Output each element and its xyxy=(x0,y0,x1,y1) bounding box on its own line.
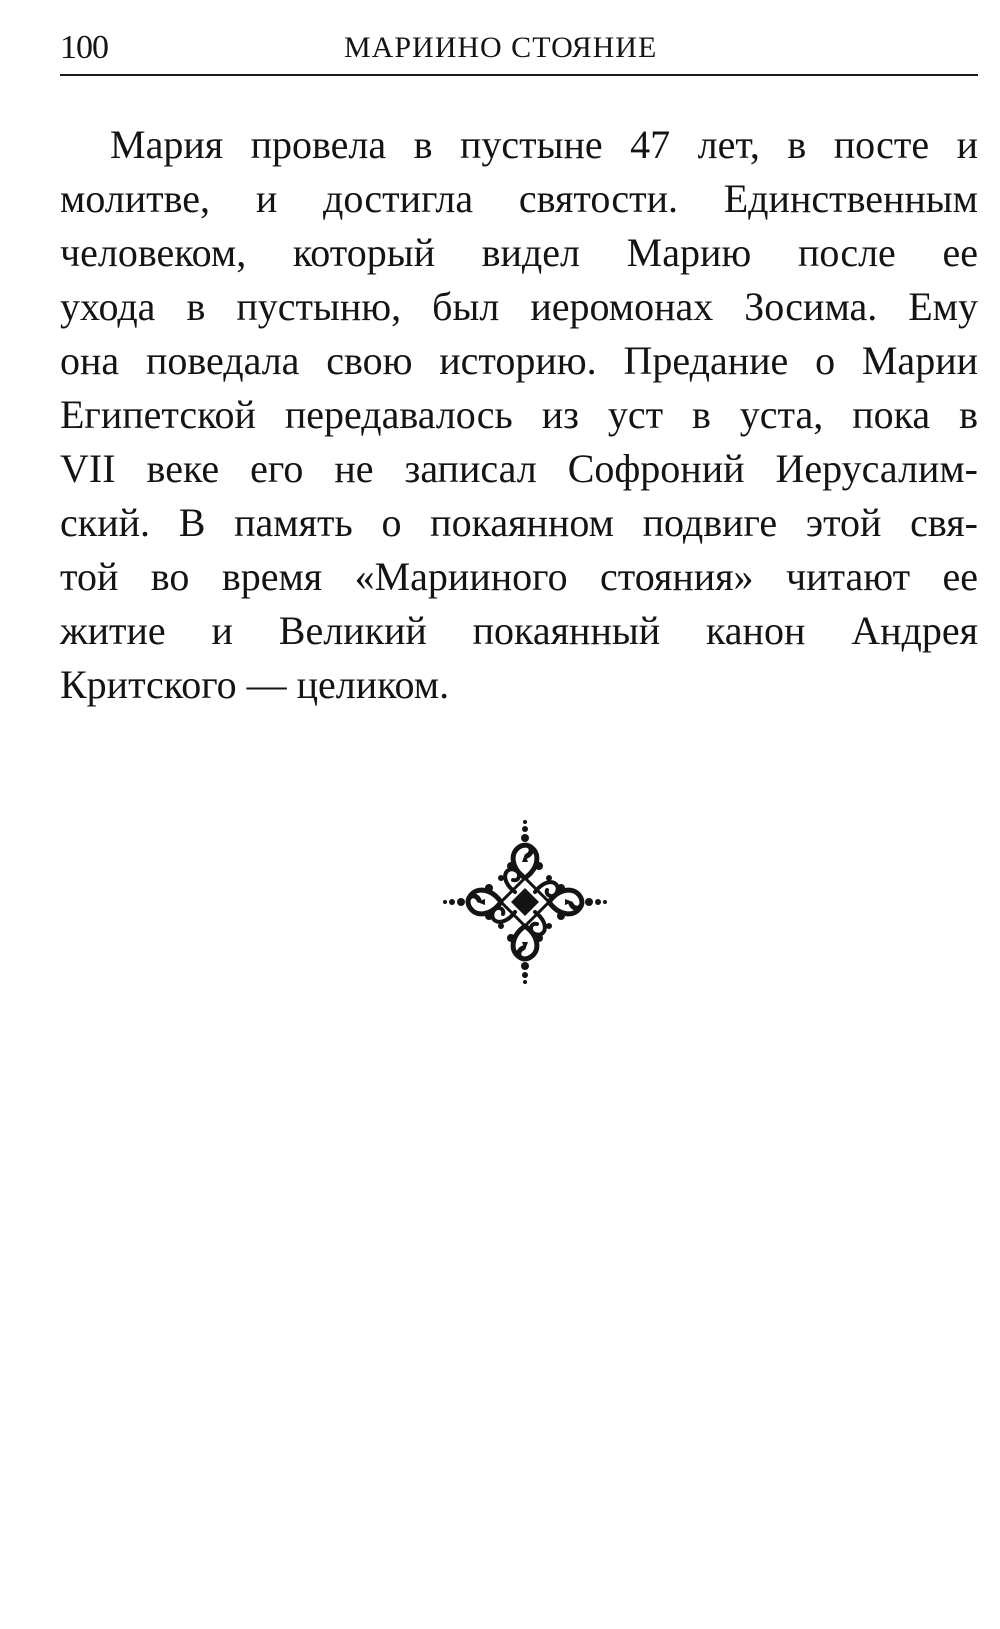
paragraph-line: ский. В память о покаянном подвиге этой свя- xyxy=(60,500,978,545)
paragraph-line: она поведала свою историю. Предание о Марии xyxy=(60,338,978,383)
paragraph-line: молитве, и достигла святости. Единственным xyxy=(60,176,978,221)
running-head xyxy=(60,22,978,74)
paragraph-line: той во время «Марииного стояния» читают ее xyxy=(60,554,978,599)
paragraph-line: Критского — целиком. xyxy=(60,662,450,707)
paragraph-line: Мария провела в пустыне 47 лет, в посте и xyxy=(110,122,978,167)
page-number: 100 xyxy=(60,29,108,66)
paragraph-line: житие и Великий покаянный канон Андрея xyxy=(60,608,978,653)
paragraph-line: ухода в пустыню, был иеромонах Зосима. Ему xyxy=(60,284,978,329)
paragraph-line: VII веке его не записал Софроний Иерусалим- xyxy=(60,446,978,491)
fleuron-ornament-icon xyxy=(440,818,610,986)
body-paragraph xyxy=(60,118,978,712)
paragraph-line: Египетской передавалось из уст в уста, пока в xyxy=(60,392,978,437)
header-rule xyxy=(60,74,978,76)
paragraph-line: человеком, который видел Марию после ее xyxy=(60,230,978,275)
running-title: МАРИИНО СТОЯНИЕ xyxy=(344,31,658,64)
